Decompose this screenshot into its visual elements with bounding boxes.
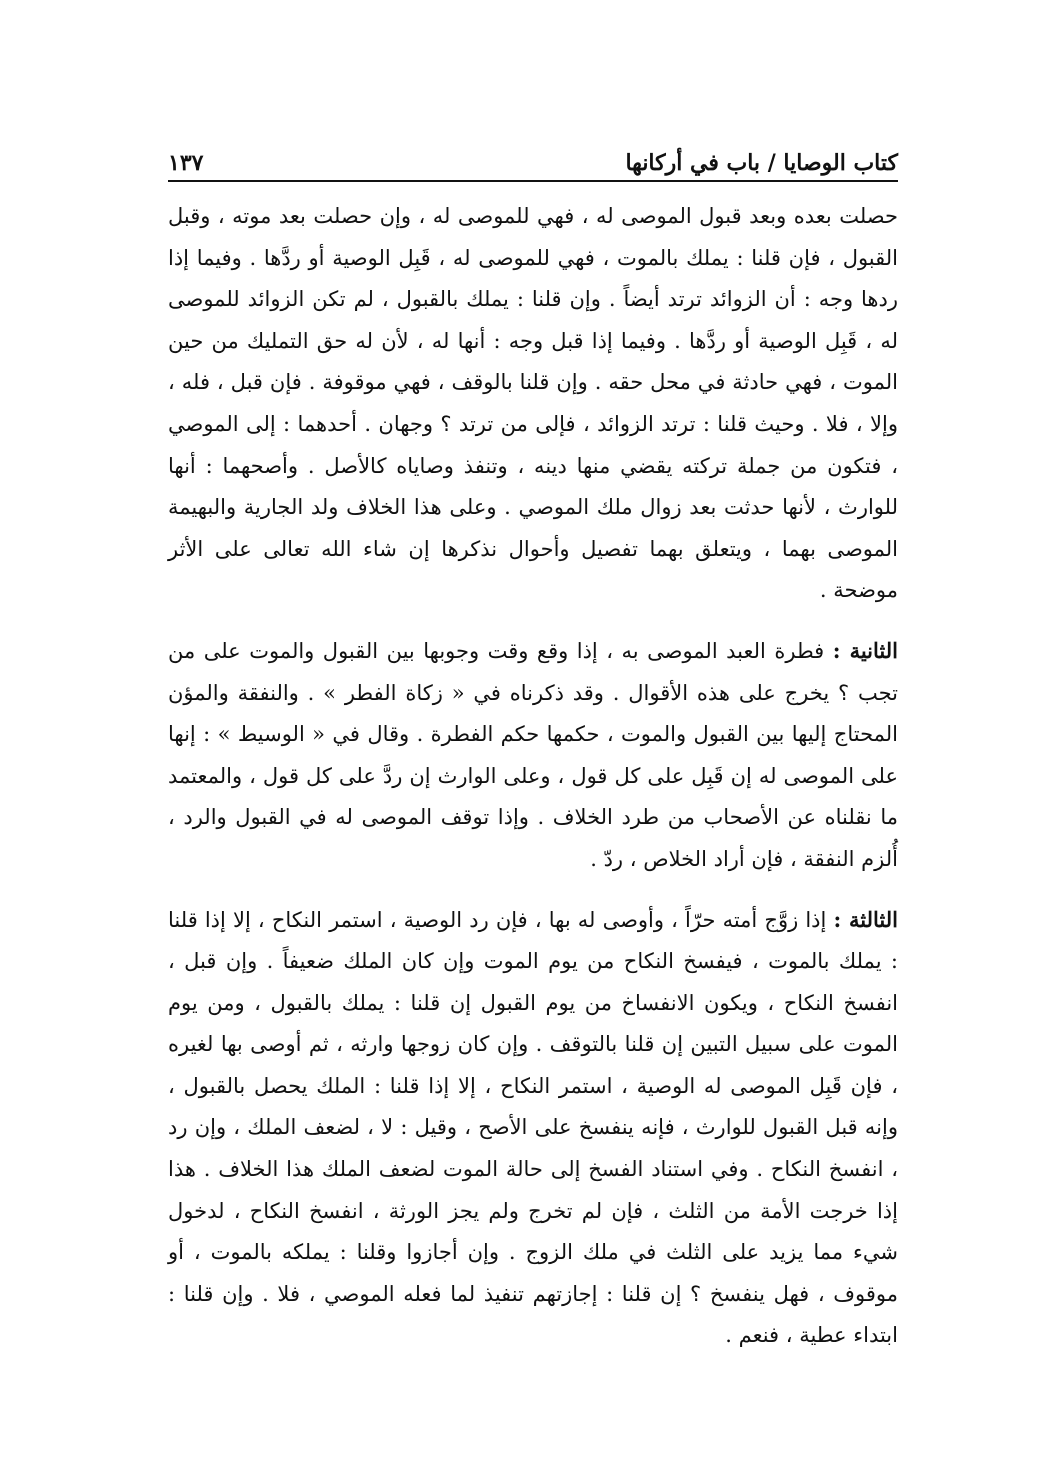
running-title: كتاب الوصايا / باب في أركانها [625,150,898,176]
paragraph-1-text: حصلت بعده وبعد قبول الموصى له ، فهي للموصى له ، وإن حصلت بعد موته ، وقبل القبول ، فإن قلنا : يملك بالموت ، فهي للموصى له ، قَبِل الوصية أو ردَّها . وفيما إذا ردها وجه : أن الزوائد ترتد أيضاً . وإن قلنا : يملك بالقبول ، لم تكن الزوائد للموصى له ، قَبِل الوصية أو ردَّها . وفيما إذا قبل وجه : أنها له ، لأن له حق التمليك من حين الموت ، فهي حادثة في محل حقه . وإن قلنا بالوقف ، فهي موقوفة . فإن قبل ، فله ، وإلا ، فلا . وحيث قلنا : ترتد الزوائد ، فإلى من ترتد ؟ وجهان . أحدهما : إلى الموصي ، فتكون من جملة تركته يقضي منها دينه ، وتنفذ وصاياه كالأصل . وأصحهما : أنها للوارث ، لأنها حدثت بعد زوال ملك الموصي . وعلى هذا الخلاف ولد الجارية والبهيمة الموصى بهما ، ويتعلق بهما تفصيل وأحوال نذكرها إن شاء الله تعالى على الأثر موضحة . [168,204,898,603]
paragraph-2 [168,630,898,881]
page-number: ١٣٧ [168,150,204,176]
header-rule [168,180,898,182]
paragraph-2-label: الثانية : [832,637,898,663]
paragraph-2-text: فطرة العبد الموصى به ، إذا وقع وقت وجوبها بين القبول والموت على من تجب ؟ يخرج على هذه الأقوال . وقد ذكرناه في « زكاة الفطر » . والنفقة والمؤن المحتاج إليها بين القبول والموت ، حكمها حكم الفطرة . وقال في « الوسيط » : إنها على الموصى له إن قَبِل على كل قول ، وعلى الوارث إن ردَّ على كل قول ، والمعتمد ما نقلناه عن الأصحاب من طرد الخلاف . وإذا توقف الموصى له في القبول والرد ، أُلزم النفقة ، فإن أراد الخلاص ، ردّ . [168,638,898,871]
book-page [168,128,898,1357]
paragraph-3-text: إذا زوَّج أمته حرّاً ، وأوصى له بها ، فإن رد الوصية ، استمر النكاح ، إلا إذا قلنا : يملك بالموت ، فيفسخ النكاح من يوم الموت وإن كان الملك ضعيفاً . وإن قبل ، انفسخ النكاح ، ويكون الانفساخ من يوم القبول إن قلنا : يملك بالقبول ، ومن يوم الموت على سبيل التبين إن قلنا بالتوقف . وإن كان زوجها وارثه ، ثم أوصى بها لغيره ، فإن قَبِل الموصى له الوصية ، استمر النكاح ، إلا إذا قلنا : الملك يحصل بالقبول ، وإنه قبل القبول للوارث ، فإنه ينفسخ على الأصح ، وقيل : لا ، لضعف الملك ، وإن رد ، انفسخ النكاح . وفي استناد الفسخ إلى حالة الموت لضعف الملك هذا الخلاف . هذا إذا خرجت الأمة من الثلث ، فإن لم تخرج ولم يجز الورثة ، انفسخ النكاح ، لدخول شيء مما يزيد على الثلث في ملك الزوج . وإن أجازوا وقلنا : يملكه بالموت ، أو موقوف ، فهل ينفسخ ؟ إن قلنا : إجازتهم تنفيذ لما فعله الموصي ، فلا . وإن قلنا : ابتداء عطية ، فنعم . [168,907,898,1348]
page-header [168,128,898,176]
paragraph-1 [168,196,898,612]
paragraph-3 [168,899,898,1358]
paragraph-3-label: الثالثة : [833,906,898,932]
